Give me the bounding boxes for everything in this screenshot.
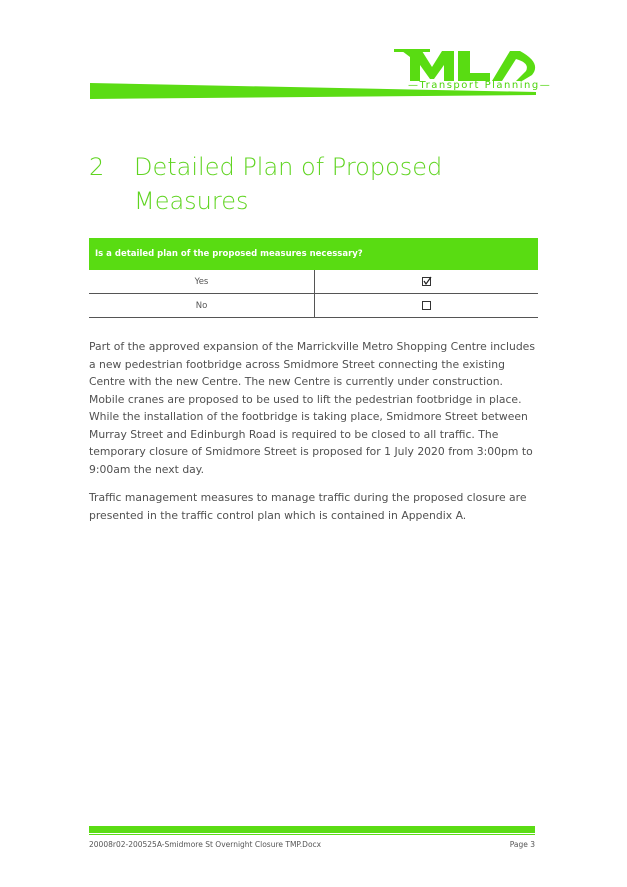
section-title: Detailed Plan of Proposed Measures	[134, 153, 443, 215]
table-row	[89, 270, 538, 294]
footer-document-name: 20008r02-200525A-Smidmore St Overnight Closure TMP.Docx	[89, 840, 322, 849]
body-text	[89, 338, 539, 535]
option-checkbox-no[interactable]	[315, 294, 539, 318]
table-row	[89, 294, 538, 318]
question-header: Is a detailed plan of the proposed measures necessary?	[89, 238, 538, 270]
question-table	[89, 238, 538, 318]
checked-checkbox-icon[interactable]	[422, 277, 431, 286]
paragraph: Traffic management measures to manage traffic during the proposed closure are presented in the traffic control plan which is contained in Appendix A.	[89, 491, 527, 522]
footer-line	[89, 834, 535, 835]
option-label-no: No	[89, 294, 315, 318]
option-label-yes: Yes	[89, 270, 315, 294]
footer-page-number: Page 3	[509, 840, 535, 849]
logo-tagline: —Transport Planning—	[408, 80, 552, 91]
option-checkbox-yes[interactable]	[315, 270, 539, 294]
empty-checkbox-icon[interactable]	[422, 301, 431, 310]
section-number: 2	[89, 153, 105, 181]
paragraph: Part of the approved expansion of the Marrickville Metro Shopping Centre includes a new pedestrian footbridge across Smidmore Street connecting the existing Centre with the new Centre. The new Centre is currently under construction. Mobile cranes are proposed to be used to lift the pedestrian footbridge in place. While the installation of the footbridge is taking place, Smidmore Street between Murray Street and Edinburgh Road is required to be closed to all traffic. The temporary closure of Smidmore Street is proposed for 1 July 2020 from 3:00pm to 9:00am the next day.	[89, 340, 535, 476]
footer-bar	[89, 826, 535, 833]
